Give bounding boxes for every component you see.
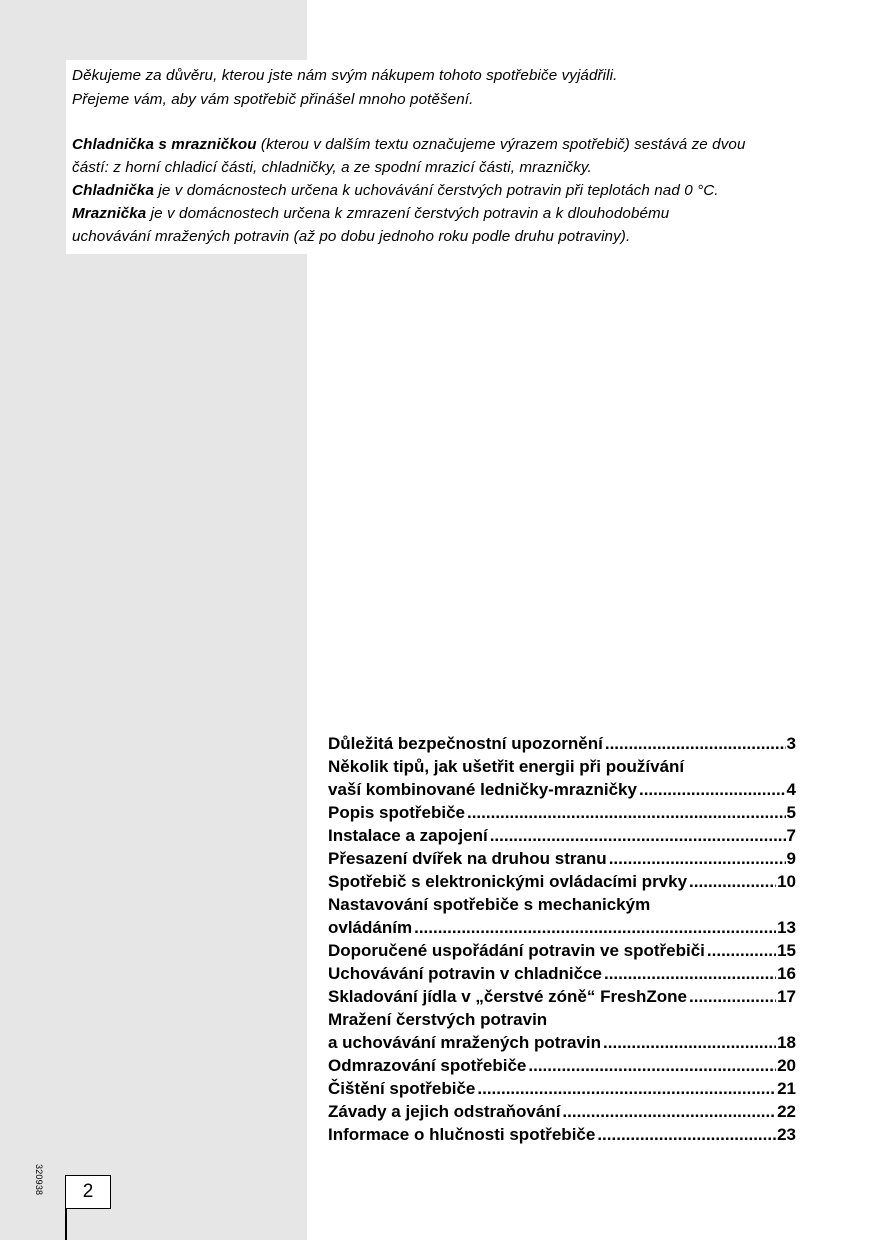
toc-page: 22 — [777, 1102, 796, 1121]
toc-title: Uchovávání potravin v chladničce — [328, 964, 602, 983]
toc-page: 4 — [786, 780, 796, 799]
page-number: 2 — [65, 1175, 111, 1209]
toc-leader — [689, 985, 776, 1008]
toc-page: 3 — [786, 734, 796, 753]
toc-title: Spotřebič s elektronickými ovládacími prvky — [328, 872, 688, 891]
intro-fridge-desc: je v domácnostech určena k uchovávání čerstvých potravin při teplotách nad 0 °C. — [154, 182, 719, 199]
toc-title-first-line: Mražení čerstvých potravin — [328, 1010, 548, 1029]
intro-fridge-freezer-desc: (kterou v dalším textu označujeme výrazem spotřebič) sestává ze dvou — [256, 136, 746, 153]
toc-leader — [490, 824, 786, 847]
toc-title: Informace o hlučnosti spotřebiče — [328, 1125, 596, 1144]
intro-wish-line: Přejeme vám, aby vám spotřebič přinášel mnoho potěšení. — [72, 91, 474, 108]
toc-entry[interactable] — [328, 1008, 796, 1054]
toc-entry[interactable] — [328, 1100, 796, 1123]
intro-parts-line: částí: z horní chladicí části, chladničky, a ze spodní mrazicí části, mrazničky. — [72, 159, 592, 176]
intro-thanks-line: Děkujeme za důvěru, kterou jste nám svým nákupem tohoto spotřebiče vyjádřili. — [72, 67, 618, 84]
toc-leader — [414, 916, 776, 939]
toc-entry[interactable] — [328, 870, 796, 893]
toc-title: Doporučené uspořádání potravin ve spotřebiči — [328, 941, 705, 960]
toc-leader — [609, 847, 786, 870]
toc-title: a uchovávání mražených potravin — [328, 1033, 602, 1052]
toc-page: 16 — [777, 964, 796, 983]
toc-title: Přesazení dvířek na druhou stranu — [328, 849, 607, 868]
table-of-contents — [328, 732, 796, 1146]
toc-title: Čištění spotřebiče — [328, 1079, 476, 1098]
toc-entry[interactable] — [328, 824, 796, 847]
toc-page: 20 — [777, 1056, 796, 1075]
toc-leader — [603, 1031, 776, 1054]
toc-leader — [707, 939, 776, 962]
intro-freezer-line2: uchovávání mražených potravin (až po dobu jednoho roku podle druhu potraviny). — [72, 228, 631, 245]
toc-leader — [639, 778, 786, 801]
toc-entry[interactable] — [328, 1123, 796, 1146]
intro-freezer-line — [72, 202, 669, 225]
toc-leader — [604, 962, 776, 985]
toc-entry[interactable] — [328, 1077, 796, 1100]
toc-entry[interactable] — [328, 801, 796, 824]
intro-fridge-freezer-line — [72, 133, 746, 156]
toc-entry[interactable] — [328, 893, 796, 939]
toc-page: 17 — [777, 987, 796, 1006]
toc-entry[interactable] — [328, 962, 796, 985]
page-number-rule — [65, 1209, 67, 1240]
toc-entry[interactable] — [328, 732, 796, 755]
intro-freezer-desc: je v domácnostech určena k zmrazení čerstvých potravin a k dlouhodobému — [146, 205, 670, 222]
toc-leader — [597, 1123, 776, 1146]
toc-page: 15 — [777, 941, 796, 960]
document-code: 320938 — [34, 1164, 44, 1196]
toc-title: Popis spotřebiče — [328, 803, 465, 822]
toc-entry[interactable] — [328, 847, 796, 870]
toc-leader — [467, 801, 786, 824]
toc-entry[interactable] — [328, 985, 796, 1008]
toc-title: Skladování jídla v „čerstvé zóně“ FreshZone — [328, 987, 688, 1006]
toc-page: 21 — [777, 1079, 796, 1098]
toc-entry[interactable] — [328, 755, 796, 801]
toc-title-first-line: Nastavování spotřebiče s mechanickým — [328, 895, 651, 914]
toc-leader — [528, 1054, 776, 1077]
toc-page: 23 — [777, 1125, 796, 1144]
toc-page: 10 — [777, 872, 796, 891]
toc-page: 9 — [786, 849, 796, 868]
intro-fridge-freezer-term: Chladnička s mrazničkou — [72, 136, 257, 153]
intro-text-block — [66, 60, 806, 254]
toc-leader — [477, 1077, 776, 1100]
toc-page: 18 — [777, 1033, 796, 1052]
toc-entry[interactable] — [328, 939, 796, 962]
toc-entry[interactable] — [328, 1054, 796, 1077]
intro-freezer-term: Mraznička — [72, 205, 147, 222]
toc-page: 7 — [786, 826, 796, 845]
toc-title: Instalace a zapojení — [328, 826, 488, 845]
intro-fridge-term: Chladnička — [72, 182, 155, 199]
intro-fridge-line — [72, 179, 719, 202]
toc-title: Odmrazování spotřebiče — [328, 1056, 527, 1075]
toc-title: ovládáním — [328, 918, 413, 937]
toc-title: vaší kombinované ledničky-mrazničky — [328, 780, 637, 799]
toc-title: Důležitá bezpečnostní upozornění — [328, 734, 603, 753]
toc-leader — [562, 1100, 776, 1123]
toc-leader — [605, 732, 786, 755]
toc-page: 5 — [786, 803, 796, 822]
toc-title-first-line: Několik tipů, jak ušetřit energii při používání — [328, 757, 685, 776]
toc-title: Závady a jejich odstraňování — [328, 1102, 561, 1121]
toc-page: 13 — [777, 918, 796, 937]
toc-leader — [689, 870, 776, 893]
